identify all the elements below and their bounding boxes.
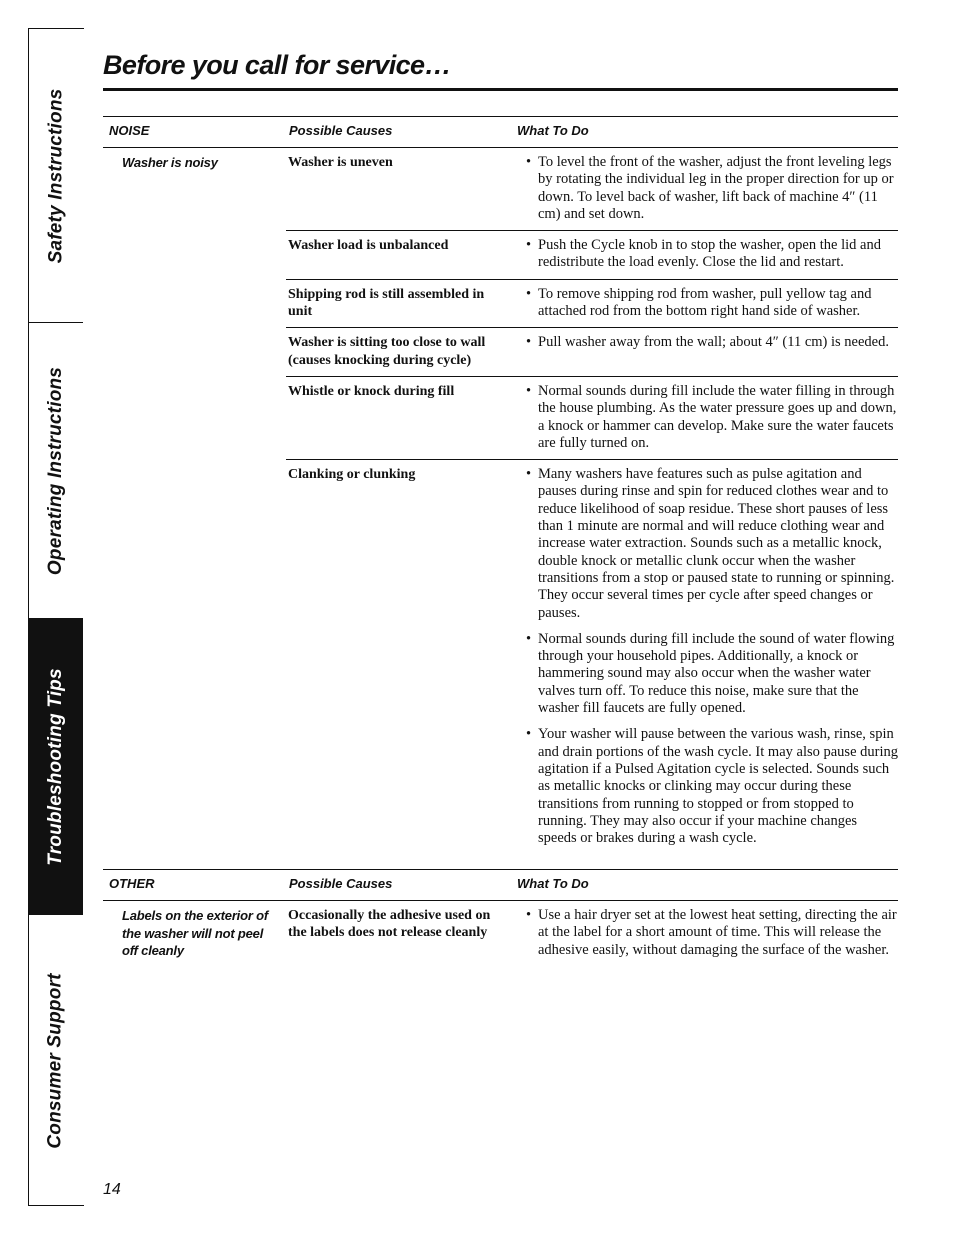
table-row [286,901,898,966]
page-title: Before you call for service… [103,50,451,80]
what-to-do [514,154,898,223]
other-causes-table [286,901,898,966]
solution-bullet: • To remove shipping rod from washer, pull yellow tag and attached rod from the bottom right hand side of washer. [524,286,898,321]
noise-causes-table [286,148,898,854]
solution-bullet: • Pull washer away from the wall; about 4″ (11 cm) is needed. [524,334,898,351]
solution-bullet: • Your washer will pause between the various wash, rinse, spin and drain portions of the wash cycle. It may also pause during agitation if a Pulsed Agitation cycle is selected. Sounds such as metallic knocks or clinking may occur during these transitions from running to stopped or from stopped to running. They may also occur if your machine changes speeds or brakes during a wash cycle. [524,726,898,847]
solution-bullet: • Push the Cycle knob in to stop the washer, open the lid and redistribute the load evenly. Close the lid and restart. [524,237,898,272]
what-to-do [514,383,898,452]
tab-operating-instructions[interactable] [29,323,83,619]
noise-header-row [103,116,898,148]
problem-label: Labels on the exterior of the washer will not peel off cleanly [122,908,268,958]
table-row [286,327,898,376]
tab-consumer-support[interactable] [29,915,83,1207]
possible-cause: Washer load is unbalanced [288,238,449,254]
category-header: OTHER [109,876,155,891]
possible-cause: Clanking or clunking [288,467,416,483]
causes-header: Possible Causes [289,876,393,891]
what-to-do [514,334,898,369]
causes-header: Possible Causes [289,123,393,138]
tab-label: Consumer Support [45,973,67,1149]
category-header: NOISE [109,123,150,138]
table-row [286,459,898,854]
possible-cause: Shipping rod is still assembled in unit [288,286,485,320]
tab-label: Troubleshooting Tips [45,667,66,866]
tab-label: Operating Instructions [45,366,67,575]
what-to-do [514,466,898,847]
side-tabs [28,28,84,1206]
solution-bullet: • Many washers have features such as pulse agitation and pauses during rinse and spin for reduced clothes wear and to reduce likelihood of soap residue. These short pauses of less than 1 minute are normal and will reduce clothing wear and increase water extraction. Sounds such as a metallic knock, double knock or metallic clunk occur when the washer transitions from a stop or paused state to running or spinning. They occur several times per cycle after speed changes or pauses. [524,466,898,622]
todo-header: What To Do [517,876,589,891]
table-row [286,148,898,230]
other-header-row [103,869,898,901]
possible-cause: Occasionally the adhesive used on the labels does not release cleanly [288,908,491,941]
what-to-do [514,237,898,272]
table-row [286,279,898,328]
possible-cause: Washer is uneven [288,155,393,170]
table-row [286,376,898,459]
what-to-do [514,907,898,959]
solution-bullet: • Normal sounds during fill include the water filling in through the house plumbing. As the water pressure goes up and down, a knock or hammer can develop. Make sure the water faucets are fully turned on. [524,383,898,452]
tab-safety-instructions[interactable] [29,29,83,323]
title-divider [103,88,898,91]
possible-cause: Washer is sitting too close to wall (causes knocking during cycle) [288,335,486,368]
todo-header: What To Do [517,123,589,138]
solution-bullet: • Normal sounds during fill include the sound of water flowing through your household pipes. Additionally, a knock or hammering sound may also occur when the washer water valves turn off. To reduce this noise, make sure that the washer fill faucets are fully opened. [524,631,898,717]
page-number: 14 [103,1181,121,1198]
problem-label: Washer is noisy [122,155,218,170]
noise-section [103,116,898,847]
solution-bullet: • To level the front of the washer, adjust the front leveling legs by rotating the individual leg in the proper direction for up or down. To level back of washer, lift back of machine 4″ (11 cm) and set down. [524,154,898,223]
tab-troubleshooting-tips[interactable] [29,619,83,915]
possible-cause: Whistle or knock during fill [288,383,455,399]
other-section [103,869,898,958]
what-to-do [514,286,898,321]
solution-bullet: • Use a hair dryer set at the lowest heat setting, directing the air at the label for a short amount of time. This will release the adhesive easily, without damaging the surface of the washer. [524,907,898,959]
tab-label: Safety Instructions [45,88,66,263]
table-row [286,230,898,279]
